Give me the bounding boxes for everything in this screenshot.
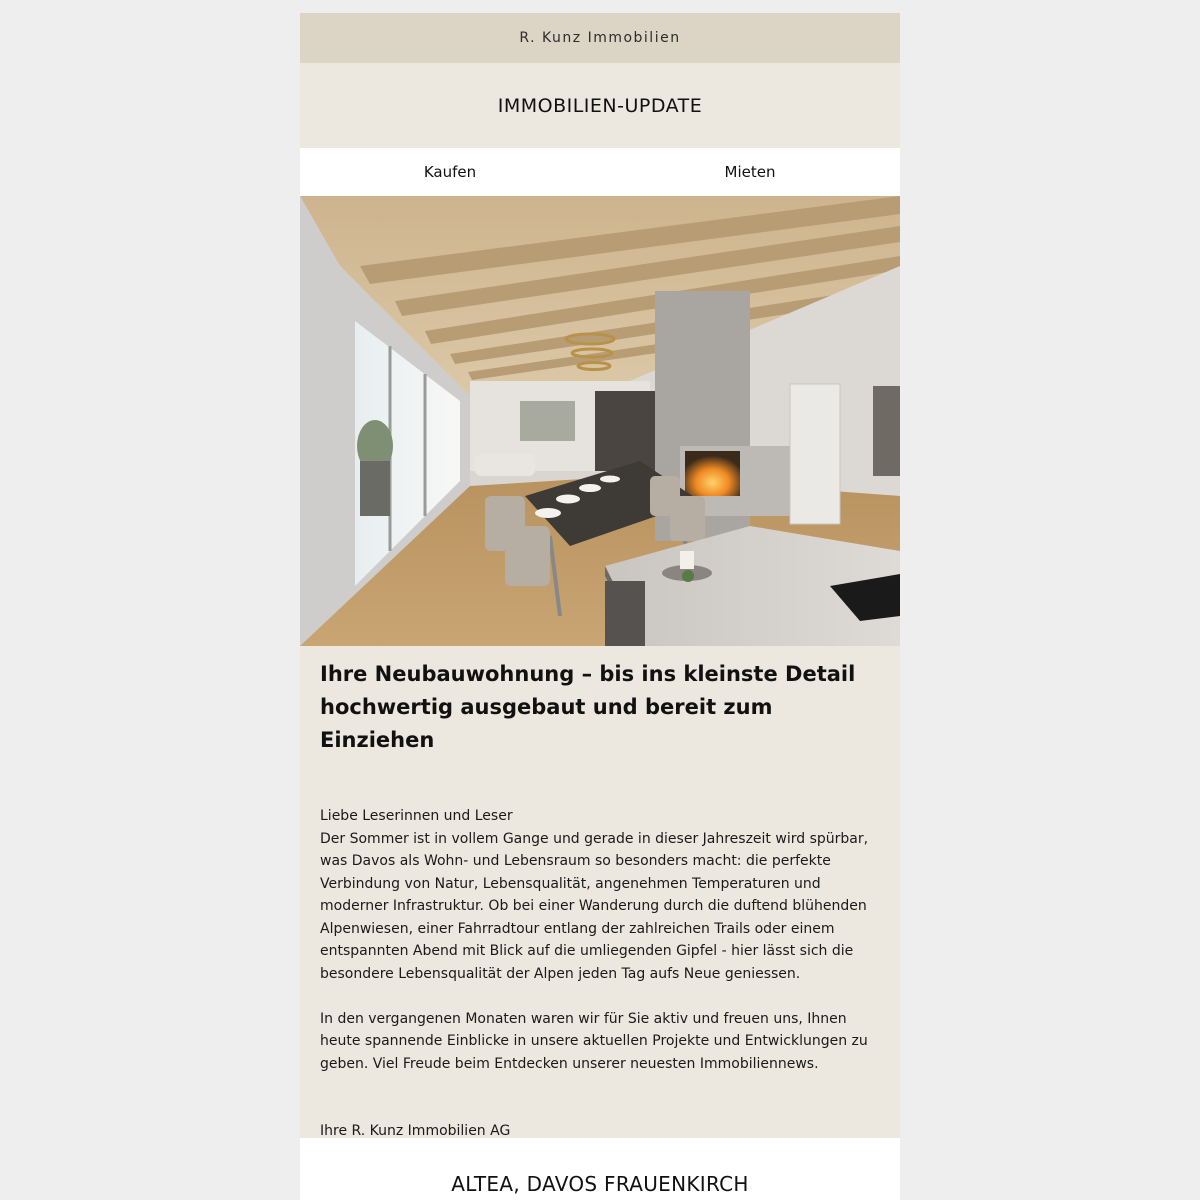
article-headline: Ihre Neubauwohnung – bis ins kleinste Detail hochwertig ausgebaut und bereit zum Einziehen: [320, 662, 856, 752]
nav-bar: [300, 148, 900, 196]
brand-header: [300, 13, 900, 63]
article-paragraph-1: Der Sommer ist in vollem Gange und gerade in dieser Jahreszeit wird spürbar, was Davos als Wohn- und Lebensraum so besonders macht: die perfekte Verbindung von Natur, Lebensqualität, angenehmen Temperaturen und moderner Infrastruktur. Ob bei einer Wanderung durch die duftend blühenden Alpenwiesen, einer Fahrradtour entlang der zahlreichen Trails oder einem entspannten Abend mit Blick auf die umliegenden Gipfel - hier lässt sich die besondere Lebensqualität der Alpen jeden Tag aufs Neue geniessen.: [320, 830, 869, 982]
project-section: [300, 1138, 900, 1200]
project-title: ALTEA, DAVOS FRAUENKIRCH: [451, 1172, 749, 1196]
newsletter: [300, 13, 900, 1200]
nav-link-mieten[interactable]: Mieten: [724, 163, 776, 181]
nav-link-kaufen[interactable]: Kaufen: [423, 163, 477, 181]
update-banner: [300, 63, 900, 148]
brand-logo-text[interactable]: R. Kunz Immobilien: [519, 30, 681, 46]
hero-image[interactable]: [300, 196, 900, 646]
update-title: IMMOBILIEN-UPDATE: [497, 94, 703, 117]
signature-text: Ihre R. Kunz Immobilien AG: [320, 1123, 511, 1139]
greeting-text: Liebe Leserinnen und Leser: [320, 808, 513, 824]
article-body: [320, 805, 880, 1075]
article-section: [300, 646, 900, 1138]
article-paragraph-2: In den vergangenen Monaten waren wir für Sie aktiv und freuen uns, Ihnen heute spannende Einblicke in unsere aktuellen Projekte und Entwicklungen zu geben. Viel Freude beim Entdecken unserer neuesten Immobiliennews.: [320, 1010, 868, 1072]
paragraph-spacer: [320, 985, 880, 1008]
